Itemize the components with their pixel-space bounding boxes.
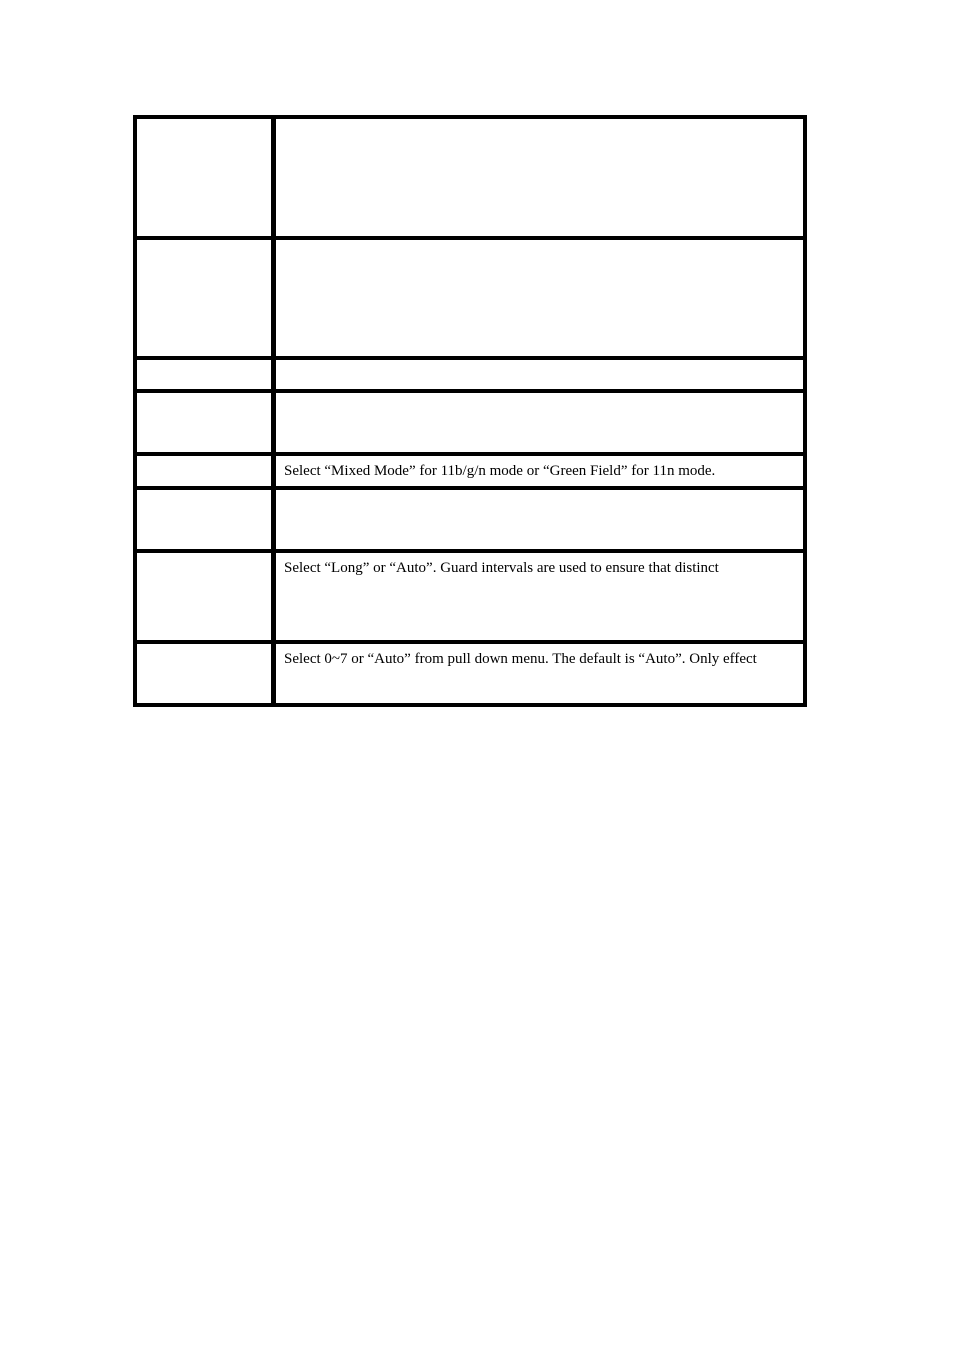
- row-label: [137, 393, 271, 453]
- table-row: [137, 119, 803, 236]
- table-row: [137, 360, 803, 389]
- row-description: [276, 119, 803, 236]
- row-label: [137, 456, 271, 486]
- row-label: [137, 119, 271, 236]
- row-description: [276, 393, 803, 453]
- row-description: Select “Mixed Mode” for 11b/g/n mode or “Green Field” for 11n mode.: [284, 463, 716, 479]
- table-row: [137, 490, 803, 549]
- row-label: [137, 644, 271, 707]
- table-row-mcs: [137, 644, 803, 707]
- table-row: [137, 240, 803, 356]
- row-description: [276, 240, 803, 356]
- row-description: [276, 490, 803, 549]
- row-label: [137, 240, 271, 356]
- row-label: [137, 360, 271, 389]
- table-row-operating-mode: [137, 456, 803, 486]
- settings-table: [133, 115, 807, 707]
- row-description: Select 0~7 or “Auto” from pull down menu. The default is “Auto”. Only effect: [284, 651, 757, 667]
- row-description: [276, 360, 803, 389]
- row-label: [137, 553, 271, 640]
- row-label: [137, 490, 271, 549]
- row-description: Select “Long” or “Auto”. Guard intervals are used to ensure that distinct: [284, 560, 719, 576]
- table-row: [137, 393, 803, 453]
- table-row-guard-interval: [137, 553, 803, 640]
